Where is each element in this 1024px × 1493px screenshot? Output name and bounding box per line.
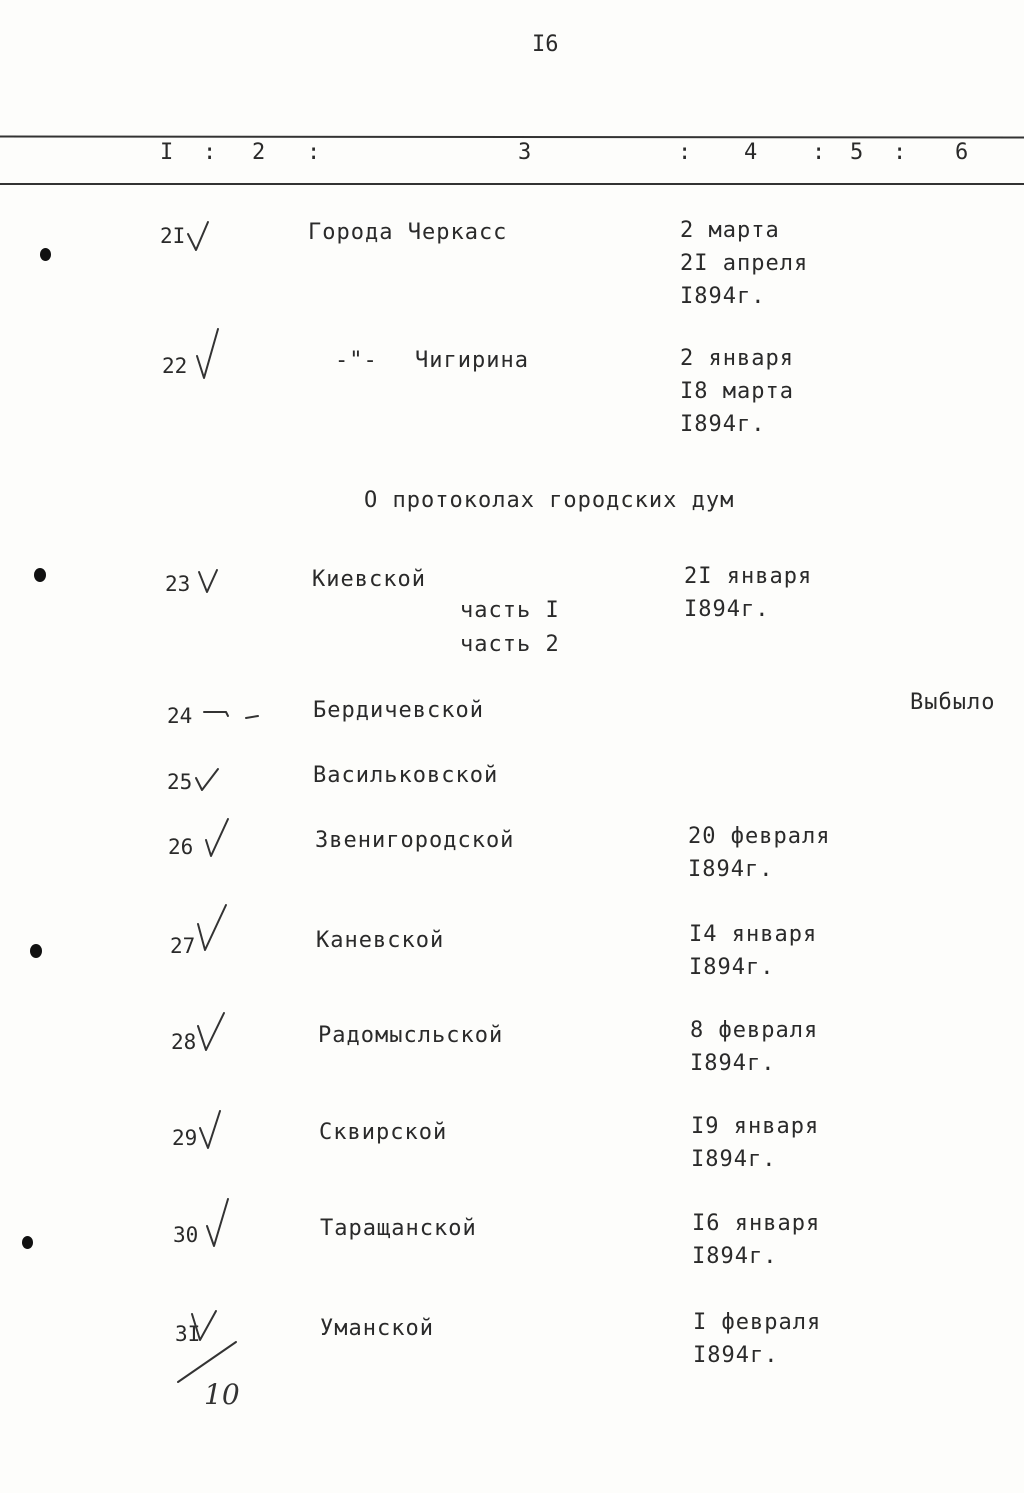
entry-date-line: 2I января (684, 564, 813, 589)
entry-dates (684, 560, 812, 626)
entry-number: 29 (172, 1126, 198, 1150)
check-mark-icon (194, 766, 222, 794)
entry-name: Звенигородской (315, 828, 515, 853)
entry-date-line: I894г. (680, 412, 766, 437)
col-2: 2 (252, 140, 268, 165)
entry-name: Города Черкасс (308, 220, 508, 245)
entry-number: 24 (167, 704, 193, 728)
entry-dates (692, 1207, 820, 1273)
entry-date-line: I4 января (689, 922, 818, 947)
entry-number: 28 (171, 1030, 197, 1054)
check-mark-icon (194, 326, 224, 382)
entry-name: Сквирской (319, 1120, 448, 1145)
entry-name: Таращанской (320, 1216, 477, 1241)
entry-name: Киевской (312, 567, 426, 592)
binder-hole-mark (30, 944, 42, 958)
entry-date-line: I февраля (693, 1310, 822, 1335)
col-4: 4 (744, 140, 760, 165)
entry-date-line: 2 января (680, 346, 794, 371)
check-mark-icon (196, 1010, 228, 1054)
entry-note: Выбыло (910, 690, 996, 715)
header-rule-bottom (0, 183, 1024, 185)
entry-name: Каневской (316, 928, 445, 953)
col-5: 5 (850, 140, 866, 165)
entry-number: 25 (167, 770, 193, 794)
entry-number: 2I (160, 224, 186, 248)
col-sep: : (678, 140, 694, 165)
entry-number: 3I (175, 1322, 201, 1346)
binder-hole-mark (22, 1236, 33, 1249)
entry-part: часть I (460, 598, 560, 623)
header-rule-top (0, 136, 1024, 139)
entry-number: 22 (162, 354, 188, 378)
entry-date-line: I894г. (684, 597, 770, 622)
check-mark-icon (196, 902, 230, 954)
entry-date-line: I894г. (693, 1343, 779, 1368)
entry-date-line: I894г. (692, 1244, 778, 1269)
entry-number: 27 (170, 934, 196, 958)
entry-name: Уманской (320, 1316, 434, 1341)
col-6: 6 (955, 140, 971, 165)
check-mark-icon (204, 1196, 232, 1250)
entry-date-line: I894г. (689, 955, 775, 980)
entry-dates (680, 214, 808, 313)
check-mark-icon (202, 816, 232, 860)
col-3: 3 (518, 140, 534, 165)
check-mark-icon (197, 566, 223, 596)
entry-date-line: I8 марта (680, 379, 794, 404)
entry-dates (680, 342, 794, 441)
entry-date-line: I894г. (690, 1051, 776, 1076)
entry-date-line: I894г. (680, 284, 766, 309)
entry-date-line: 20 февраля (688, 824, 831, 849)
entry-name: Чигирина (415, 348, 529, 373)
entry-date-line: 8 февраля (690, 1018, 819, 1043)
entry-date-line: I6 января (692, 1211, 821, 1236)
entry-date-line: 2I апреля (680, 251, 809, 276)
handwritten-total: 10 (204, 1378, 240, 1411)
entry-part: часть 2 (460, 632, 560, 657)
entry-name: Радомысльской (318, 1023, 504, 1048)
entry-dates (690, 1014, 818, 1080)
check-mark-icon (198, 1108, 226, 1152)
ditto-mark: -"- (335, 348, 378, 373)
entry-name: Бердичевской (313, 698, 484, 723)
col-sep: : (893, 140, 909, 165)
entry-dates (691, 1110, 819, 1176)
section-heading: О протоколах городских дум (364, 488, 735, 513)
entry-date-line: I894г. (688, 857, 774, 882)
entry-number: 26 (168, 835, 194, 859)
entry-number: 23 (165, 572, 191, 596)
binder-hole-mark (34, 568, 46, 582)
col-sep: : (307, 140, 323, 165)
entry-date-line: I9 января (691, 1114, 820, 1139)
page-number: I6 (532, 32, 559, 57)
check-mark-icon (186, 218, 212, 254)
entry-dates (688, 820, 830, 886)
col-sep: : (812, 140, 828, 165)
entry-date-line: I894г. (691, 1147, 777, 1172)
col-1: I (160, 140, 176, 165)
entry-dates (693, 1306, 821, 1372)
col-sep: : (203, 140, 219, 165)
entry-name: Васильковской (313, 763, 499, 788)
dash-mark-icon (200, 706, 262, 722)
entry-date-line: 2 марта (680, 218, 780, 243)
binder-hole-mark (40, 248, 51, 261)
entry-dates (689, 918, 817, 984)
entry-number: 30 (173, 1223, 199, 1247)
